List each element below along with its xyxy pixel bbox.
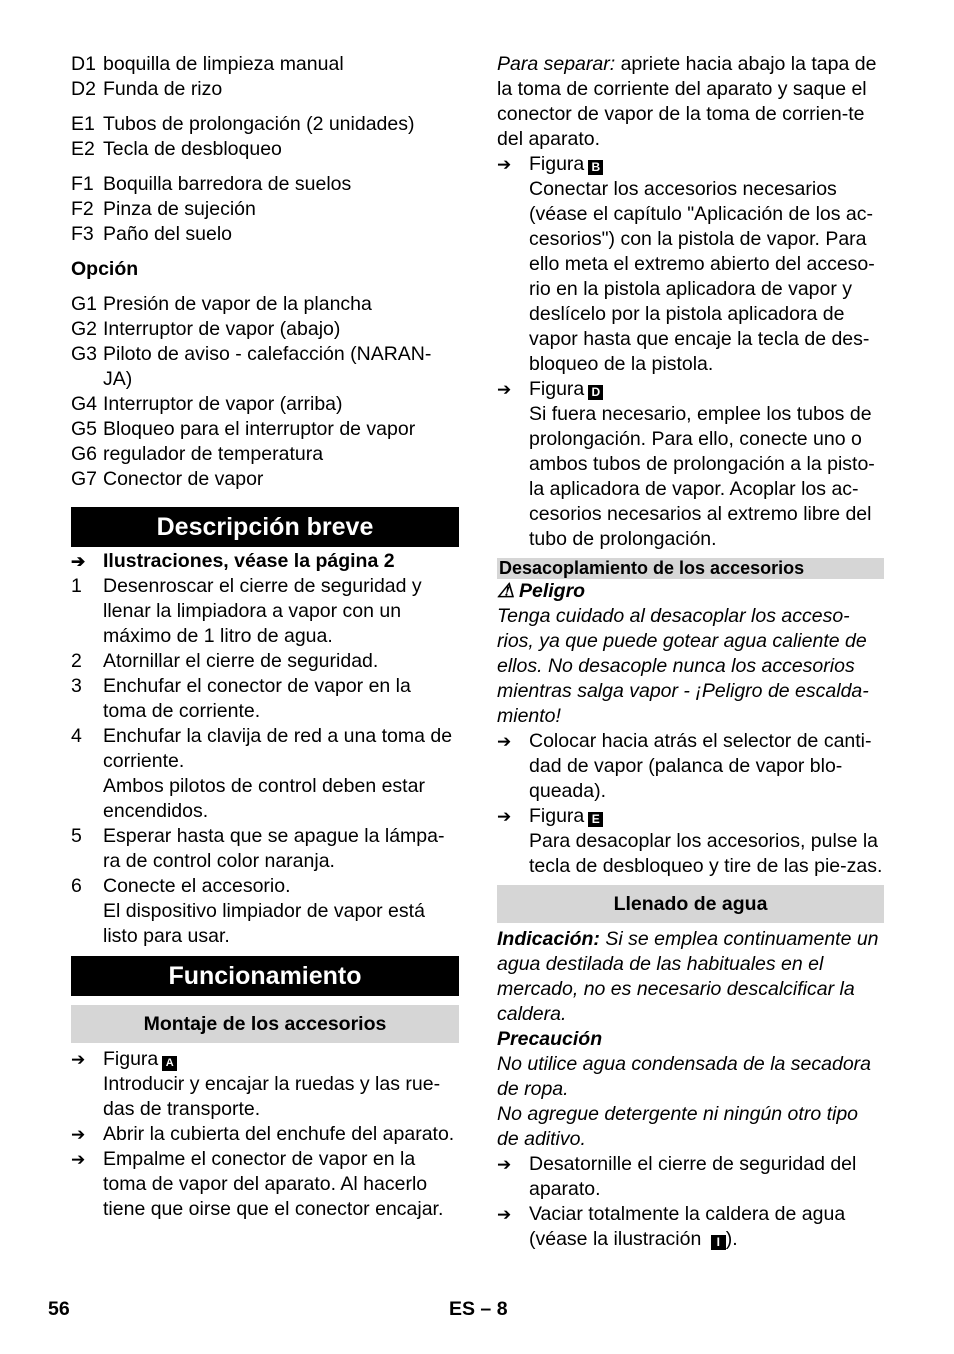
part-item	[71, 112, 459, 137]
danger-heading	[497, 579, 884, 604]
part-code: G5	[71, 418, 98, 440]
arrow-icon: ➔	[71, 1050, 86, 1069]
step-extra-text: Ambos pilotos de control deben estar encendidos.	[103, 775, 425, 822]
figure-e-icon: E	[588, 812, 603, 827]
bullet-text: Abrir la cubierta del enchufe del aparato.	[103, 1123, 455, 1145]
indicacion-paragraph	[497, 927, 884, 1027]
caution-text-1: No utilice agua condensada de la secadora de ropa.	[497, 1053, 872, 1100]
step-text: Enchufar la clavija de red a una toma de corriente.	[103, 725, 453, 772]
parts-list-e	[71, 112, 459, 162]
part-code: E1	[71, 113, 95, 135]
subsection-heading-llenado: Llenado de agua	[497, 885, 884, 923]
step-text: Atornillar el cierre de seguridad.	[103, 650, 379, 672]
parts-list-d	[71, 52, 459, 102]
page-number: 56	[48, 1298, 70, 1320]
part-label: Piloto de aviso - calefacción (NARAN-JA)	[103, 343, 432, 390]
figure-d-row	[497, 377, 884, 552]
danger-label: Peligro	[519, 580, 586, 602]
part-label: Tecla de desbloqueo	[103, 138, 282, 160]
bullet-row	[71, 1147, 459, 1222]
figure-label: Figura	[529, 153, 585, 175]
section-heading-funcionamiento: Funcionamiento	[71, 956, 459, 996]
figure-label: Figura	[103, 1048, 159, 1070]
step-number: 2	[71, 650, 82, 672]
bullet-row	[71, 1122, 459, 1147]
part-label: Boquilla barredora de suelos	[103, 173, 352, 195]
bullet-text-end: ).	[725, 1228, 738, 1250]
part-label: Interruptor de vapor (arriba)	[103, 393, 343, 415]
part-item	[71, 442, 459, 467]
bullet-row	[497, 1152, 884, 1202]
figure-label: Figura	[529, 805, 585, 827]
part-label: Presión de vapor de la plancha	[103, 293, 372, 315]
figure-d-text: Si fuera necesario, emplee los tubos de prolongación. Para ello, conecte uno o ambos tubos de prolongación a la pisto-la aplicadora de vapor. Acoplar los ac-cesorios necesarios al extremo libre del tubo de prolongación.	[529, 403, 875, 550]
caution-label: Precaución	[497, 1028, 603, 1050]
separar-label: Para separar:	[497, 53, 616, 75]
part-code: G3	[71, 343, 98, 365]
step-item	[71, 674, 459, 724]
figure-b-row	[497, 152, 884, 377]
arrow-icon: ➔	[497, 155, 512, 174]
bullet-text: Colocar hacia atrás el selector de canti-dad de vapor (palanca de vapor blo-queada).	[529, 730, 872, 802]
illustrations-note-text: Ilustraciones, véase la página 2	[103, 550, 395, 572]
part-code: G1	[71, 293, 98, 315]
bullet-row	[497, 1202, 884, 1252]
part-code: F3	[71, 223, 94, 245]
part-code: G6	[71, 443, 98, 465]
arrow-icon: ➔	[497, 807, 512, 826]
part-code: G4	[71, 393, 98, 415]
part-label: Conector de vapor	[103, 468, 264, 490]
danger-text: Tenga cuidado al desacoplar los acceso-rios, ya que puede gotear agua caliente de ellos. No desacople nunca los accesorios mientras salga vapor - ¡Peligro de escalda-miento!	[497, 605, 869, 727]
part-label: Pinza de sujeción	[103, 198, 256, 220]
figure-label: Figura	[529, 378, 585, 400]
illustrations-note	[71, 549, 459, 574]
step-number: 6	[71, 875, 82, 897]
part-code: G7	[71, 468, 98, 490]
part-item	[71, 172, 459, 197]
part-item	[71, 392, 459, 417]
right-column	[497, 52, 884, 1252]
bullet-row	[497, 729, 884, 804]
figure-d-icon: D	[588, 385, 603, 400]
parts-list-f	[71, 172, 459, 247]
part-label: Paño del suelo	[103, 223, 233, 245]
figure-e-row	[497, 804, 884, 879]
part-code: D1	[71, 53, 96, 75]
step-item	[71, 649, 459, 674]
step-text: Conecte el accesorio.	[103, 875, 291, 897]
part-item	[71, 342, 459, 392]
part-item	[71, 52, 459, 77]
figure-a-text: Introducir y encajar la ruedas y las rue-das de transporte.	[103, 1073, 441, 1120]
step-number: 1	[71, 575, 82, 597]
part-item	[71, 197, 459, 222]
part-item	[71, 467, 459, 492]
arrow-icon: ➔	[71, 552, 86, 571]
separar-paragraph	[497, 52, 884, 152]
arrow-icon: ➔	[71, 1150, 86, 1169]
arrow-icon: ➔	[497, 380, 512, 399]
section-heading-descripcion: Descripción breve	[71, 507, 459, 547]
warning-icon: ⚠	[497, 580, 515, 602]
bullet-text: Desatornille el cierre de seguridad del aparato.	[529, 1153, 857, 1200]
part-label: regulador de temperatura	[103, 443, 324, 465]
indicacion-text: Si se emplea continuamente un agua destilada de las habituales en el mercado, no es necesario descalcificar la caldera.	[497, 928, 879, 1025]
subsection-heading-desacople: Desacoplamiento de los accesorios	[497, 558, 884, 579]
left-column	[71, 52, 459, 1222]
part-label: Funda de rizo	[103, 78, 223, 100]
step-number: 5	[71, 825, 82, 847]
figure-b-text: Conectar los accesorios necesarios (véase el capítulo "Aplicación de los ac-cesorios") con la pistola de vapor. Para ello meta el extremo abierto del acceso-rio en la pistola aplicadora de vapor y deslícelo por la pistola aplicadora de vapor hasta que encaje la tecla de des-bloqueo de la pistola.	[529, 178, 875, 375]
part-label: Bloqueo para el interruptor de vapor	[103, 418, 416, 440]
part-label: Tubos de prolongación (2 unidades)	[103, 113, 415, 135]
part-item	[71, 417, 459, 442]
step-item	[71, 874, 459, 949]
part-item	[71, 222, 459, 247]
part-item	[71, 292, 459, 317]
arrow-icon: ➔	[497, 1155, 512, 1174]
step-item	[71, 574, 459, 649]
subsection-heading-montaje: Montaje de los accesorios	[71, 1005, 459, 1043]
part-code: F1	[71, 173, 94, 195]
step-item	[71, 724, 459, 824]
part-item	[71, 317, 459, 342]
part-code: F2	[71, 198, 94, 220]
section-page-label: ES – 8	[449, 1298, 508, 1320]
part-code: D2	[71, 78, 96, 100]
step-extra-text: El dispositivo limpiador de vapor está listo para usar.	[103, 900, 425, 947]
step-number: 4	[71, 725, 82, 747]
part-label: Interruptor de vapor (abajo)	[103, 318, 341, 340]
indicacion-label: Indicación:	[497, 928, 600, 950]
bullet-text: Empalme el conector de vapor en la toma de vapor del aparato. Al hacerlo tiene que oirse que el conector encajar.	[103, 1148, 444, 1220]
option-heading: Opción	[71, 258, 139, 280]
figure-b-icon: B	[588, 160, 603, 175]
step-number: 3	[71, 675, 82, 697]
separar-text: apriete hacia abajo la tapa de la toma de corriente del aparato y saque el conector de vapor de la toma de corrien-te del aparato.	[497, 53, 877, 150]
bullet-text: Vaciar totalmente la caldera de agua (véase la ilustración	[529, 1203, 846, 1250]
part-code: E2	[71, 138, 95, 160]
arrow-icon: ➔	[497, 1205, 512, 1224]
caution-text-2: No agregue detergente ni ningún otro tipo de aditivo.	[497, 1103, 859, 1150]
parts-list-g	[71, 292, 459, 492]
figure-i-icon: I	[711, 1235, 726, 1250]
part-label: boquilla de limpieza manual	[103, 53, 344, 75]
figure-e-text: Para desacoplar los accesorios, pulse la tecla de desbloqueo y tire de las pie-zas.	[529, 830, 883, 877]
step-item	[71, 824, 459, 874]
step-text: Desenroscar el cierre de seguridad y llenar la limpiadora a vapor con un máximo de 1 litro de agua.	[103, 575, 422, 647]
part-item	[71, 77, 459, 102]
figure-a-row	[71, 1047, 459, 1122]
figure-a-icon: A	[162, 1056, 177, 1071]
arrow-icon: ➔	[497, 732, 512, 751]
part-item	[71, 137, 459, 162]
steps-list	[71, 574, 459, 949]
step-text: Esperar hasta que se apague la lámpa-ra de control color naranja.	[103, 825, 445, 872]
part-code: G2	[71, 318, 98, 340]
arrow-icon: ➔	[71, 1125, 86, 1144]
step-text: Enchufar el conector de vapor en la toma de corriente.	[103, 675, 411, 722]
